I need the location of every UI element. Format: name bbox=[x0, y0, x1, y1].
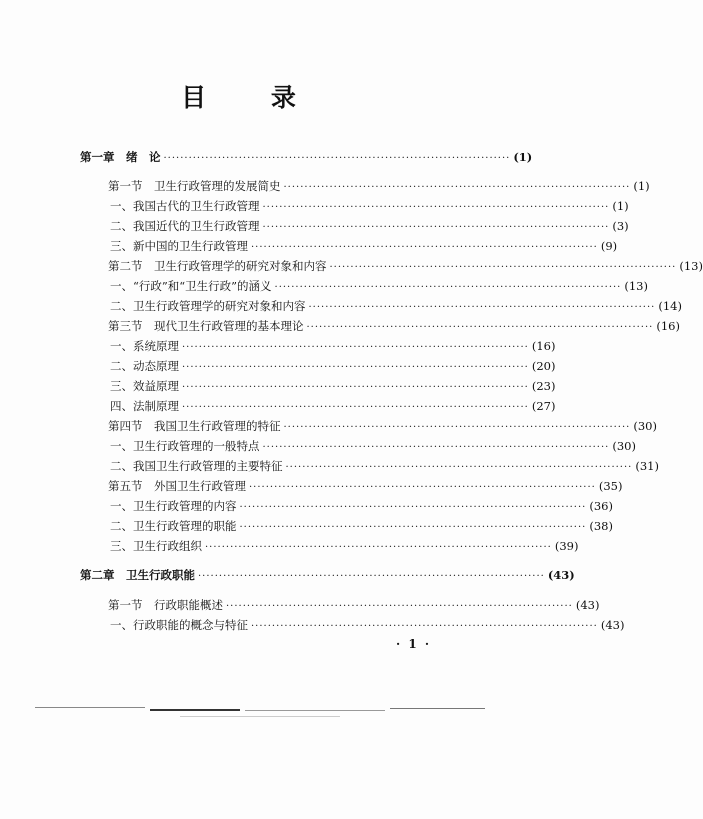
toc-item-1-1-1[interactable] bbox=[110, 198, 629, 216]
toc-item-2-1-1[interactable] bbox=[110, 617, 625, 635]
toc-item-1-2-1[interactable] bbox=[110, 278, 648, 296]
toc-leader: ··················································································· bbox=[163, 153, 511, 164]
toc-leader: ··················································································· bbox=[262, 442, 610, 453]
toc-entry-page: (39) bbox=[554, 539, 579, 553]
toc-entry-page: (16) bbox=[531, 339, 556, 353]
toc-item-1-4-1[interactable] bbox=[110, 438, 636, 456]
toc-leader: ··················································································· bbox=[262, 222, 610, 233]
toc-leader: ··················································································· bbox=[283, 422, 631, 433]
toc-leader: ··················································································· bbox=[329, 262, 677, 273]
toc-leader: ··················································································· bbox=[182, 362, 529, 373]
toc-leader: ··················································································· bbox=[306, 322, 654, 333]
toc-entry-label: 二、动态原理 bbox=[110, 359, 179, 373]
toc-section-1-2[interactable] bbox=[108, 258, 703, 276]
toc-item-1-3-1[interactable] bbox=[110, 338, 556, 356]
toc-entry-page: (23) bbox=[531, 379, 556, 393]
toc-entry-page: (36) bbox=[589, 499, 613, 513]
toc-leader: ··················································································· bbox=[262, 202, 610, 213]
toc-entry-label: 一、系统原理 bbox=[110, 339, 179, 353]
toc-entry-page: (20) bbox=[531, 359, 556, 373]
toc-entry-page: (38) bbox=[589, 519, 613, 533]
toc-entry-label: 四、法制原理 bbox=[110, 399, 179, 413]
toc-leader: ··················································································· bbox=[182, 342, 529, 353]
toc-leader: ··················································································· bbox=[205, 542, 552, 553]
toc-section-1-5[interactable] bbox=[108, 478, 623, 496]
scan-artifact-line bbox=[180, 716, 340, 717]
toc-leader: ··················································································· bbox=[249, 482, 596, 493]
toc-entry-page: (13) bbox=[624, 279, 648, 293]
scan-artifact-line bbox=[150, 709, 240, 711]
toc-leader: ··················································································· bbox=[251, 621, 598, 632]
toc-entry-page: (43) bbox=[600, 618, 625, 632]
toc-section-1-3[interactable] bbox=[108, 318, 680, 336]
toc-entry-label: 一、卫生行政管理的一般特点 bbox=[110, 439, 260, 453]
toc-section-1-4[interactable] bbox=[108, 418, 657, 436]
toc-leader: ··················································································· bbox=[226, 601, 573, 612]
scan-artifact-line bbox=[390, 708, 485, 709]
toc-leader: ··················································································· bbox=[239, 502, 587, 513]
toc-entry-label: 一、行政职能的概念与特征 bbox=[110, 618, 248, 632]
toc-entry-page: (3) bbox=[612, 219, 629, 233]
toc-entry-label: 第二章 卫生行政职能 bbox=[80, 568, 195, 582]
toc-entry-page: (27) bbox=[531, 399, 556, 413]
toc-leader: ··················································································· bbox=[182, 382, 529, 393]
toc-entry-label: 二、我国卫生行政管理的主要特征 bbox=[110, 459, 283, 473]
toc-entry-page: (31) bbox=[635, 459, 659, 473]
toc-item-1-3-2[interactable] bbox=[110, 358, 556, 376]
toc-item-1-5-2[interactable] bbox=[110, 518, 613, 536]
toc-entry-page: (13) bbox=[679, 259, 703, 273]
toc-chapter-2[interactable] bbox=[80, 567, 575, 585]
toc-entry-label: 二、卫生行政管理学的研究对象和内容 bbox=[110, 299, 306, 313]
toc-section-2-1[interactable] bbox=[108, 597, 600, 615]
toc-item-1-1-3[interactable] bbox=[110, 238, 618, 256]
toc-entry-page: (16) bbox=[656, 319, 680, 333]
page-number: · 1 · bbox=[396, 637, 432, 651]
toc-entry-label: 二、卫生行政管理的职能 bbox=[110, 519, 237, 533]
toc-item-1-2-2[interactable] bbox=[110, 298, 682, 316]
toc-item-1-3-4[interactable] bbox=[110, 398, 556, 416]
toc-item-1-4-2[interactable] bbox=[110, 458, 659, 476]
toc-leader: ··················································································· bbox=[285, 462, 633, 473]
toc-entry-label: 三、效益原理 bbox=[110, 379, 179, 393]
toc-entry-page: (9) bbox=[600, 239, 618, 253]
toc-entry-label: 第一章 绪 论 bbox=[80, 150, 161, 164]
toc-leader: ··················································································· bbox=[198, 571, 545, 582]
toc-entry-label: 第三节 现代卫生行政管理的基本理论 bbox=[108, 319, 304, 333]
toc-entry-page: (1) bbox=[612, 199, 629, 213]
toc-item-1-3-3[interactable] bbox=[110, 378, 556, 396]
toc-entry-label: 第五节 外国卫生行政管理 bbox=[108, 479, 246, 493]
toc-leader: ··················································································· bbox=[283, 182, 631, 193]
toc-item-1-5-3[interactable] bbox=[110, 538, 579, 556]
page-title: 目 录 bbox=[181, 83, 324, 112]
toc-entry-label: 第二节 卫生行政管理学的研究对象和内容 bbox=[108, 259, 327, 273]
toc-entry-page: (30) bbox=[612, 439, 636, 453]
toc-entry-label: 第四节 我国卫生行政管理的特征 bbox=[108, 419, 281, 433]
toc-entry-page: (1) bbox=[633, 179, 650, 193]
toc-leader: ··················································································· bbox=[251, 242, 598, 253]
toc-leader: ··················································································· bbox=[239, 522, 587, 533]
toc-leader: ··················································································· bbox=[274, 282, 622, 293]
scan-artifact-line bbox=[245, 710, 385, 711]
toc-entry-page: (43) bbox=[547, 568, 575, 582]
toc-leader: ··················································································· bbox=[182, 402, 529, 413]
toc-entry-page: (43) bbox=[575, 598, 600, 612]
toc-entry-label: 三、卫生行政组织 bbox=[110, 539, 202, 553]
toc-entry-page: (14) bbox=[658, 299, 682, 313]
toc-entry-label: 二、我国近代的卫生行政管理 bbox=[110, 219, 260, 233]
toc-entry-label: 一、“行政”和“卫生行政”的涵义 bbox=[110, 279, 272, 293]
toc-entry-label: 第一节 行政职能概述 bbox=[108, 598, 223, 612]
toc-item-1-1-2[interactable] bbox=[110, 218, 629, 236]
toc-entry-label: 第一节 卫生行政管理的发展简史 bbox=[108, 179, 281, 193]
toc-entry-label: 三、新中国的卫生行政管理 bbox=[110, 239, 248, 253]
toc-leader: ··················································································· bbox=[308, 302, 656, 313]
scan-artifact-line bbox=[35, 707, 145, 708]
toc-entry-label: 一、我国古代的卫生行政管理 bbox=[110, 199, 260, 213]
toc-section-1-1[interactable] bbox=[108, 178, 650, 196]
toc-entry-page: (30) bbox=[633, 419, 657, 433]
toc-entry-label: 一、卫生行政管理的内容 bbox=[110, 499, 237, 513]
toc-entry-page: (1) bbox=[513, 150, 533, 164]
toc-chapter-1[interactable] bbox=[80, 149, 533, 167]
toc-entry-page: (35) bbox=[598, 479, 623, 493]
toc-item-1-5-1[interactable] bbox=[110, 498, 613, 516]
